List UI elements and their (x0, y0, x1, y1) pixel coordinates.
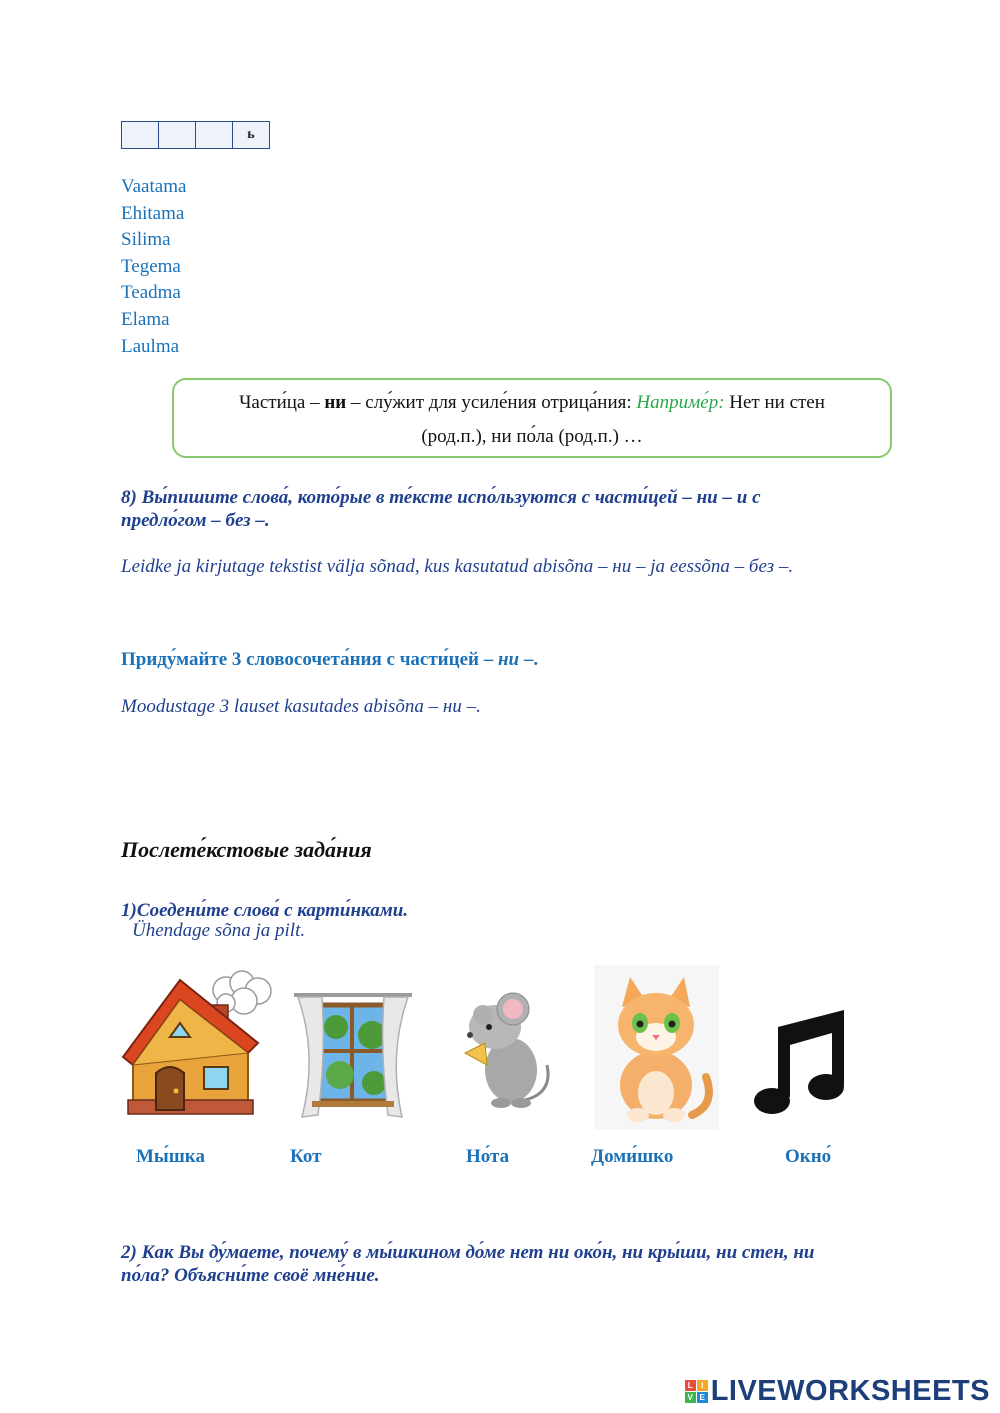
verb-item: Elama (121, 308, 170, 330)
caption-mouse[interactable]: Мы́шка (136, 1146, 205, 1167)
caption-window[interactable]: Окно́ (785, 1146, 832, 1167)
rule-line-1: Части́ца – ни – слу́жит для усиле́ния отрица́ния: Наприме́р: Нет ни стен (239, 392, 825, 413)
caption-cat[interactable]: Кот (290, 1146, 322, 1167)
verb-item: Teadma (121, 282, 181, 304)
letter-box-1[interactable] (122, 122, 159, 148)
house-picture[interactable] (118, 965, 278, 1130)
verb-list (121, 174, 186, 360)
rule-box (172, 378, 892, 458)
task-1-title: 1)Соедени́те слова́ с карти́нками. (121, 900, 409, 921)
verb-item: Ehitama (121, 202, 185, 224)
task-1-translation: Ühendage sõna ja pilt. (132, 920, 306, 941)
window-picture[interactable] (288, 965, 418, 1130)
caption-note[interactable]: Но́та (466, 1146, 510, 1167)
logo-text: LIVEWORKSHEETS (710, 1375, 990, 1407)
logo-icon: L I V E (685, 1380, 708, 1403)
verb-item: Silima (121, 229, 171, 251)
letter-box-2[interactable] (159, 122, 196, 148)
verb-item: Laulma (121, 335, 180, 357)
section-title: Послете́кстовые зада́ния (121, 837, 372, 862)
letter-boxes (121, 121, 270, 149)
cat-picture[interactable] (594, 965, 719, 1130)
verb-item: Vaatama (121, 176, 187, 197)
phrases-task-translation: Moodustage 3 lauset kasutades abisõna – ни –. (121, 696, 481, 717)
music-note-picture[interactable] (748, 965, 853, 1130)
mouse-picture[interactable] (455, 965, 560, 1130)
task-8-title: 8) Вы́пишите слова́, кото́рые в те́ксте испо́льзуются с части́цей – ни – и с предло́гом – без –. (121, 487, 761, 531)
verb-item: Tegema (121, 255, 181, 277)
letter-box-4: ь (233, 122, 269, 148)
letter-box-3[interactable] (196, 122, 233, 148)
task-2-title: 2) Как Вы ду́маете, почему́ в мы́шкином до́ме нет ни око́н, ни кры́ши, ни стен, ни по́ла? Объясни́те своё мне́ние. (121, 1242, 815, 1286)
phrases-task-title: Приду́майте 3 словосочета́ния с части́цей – ни –. (121, 649, 539, 670)
liveworksheets-logo (685, 1375, 990, 1408)
task-8-translation: Leidke ja kirjutage tekstist välja sõnad, kus kasutatud abisõna – ни – ja eessõna – без –. (121, 556, 794, 577)
rule-particle: ни (324, 392, 347, 413)
example-label: Наприме́р: (636, 392, 725, 413)
rule-line-2: (род.п.), ни по́ла (род.п.) … (421, 426, 643, 447)
caption-house[interactable]: Доми́шко (591, 1146, 674, 1167)
